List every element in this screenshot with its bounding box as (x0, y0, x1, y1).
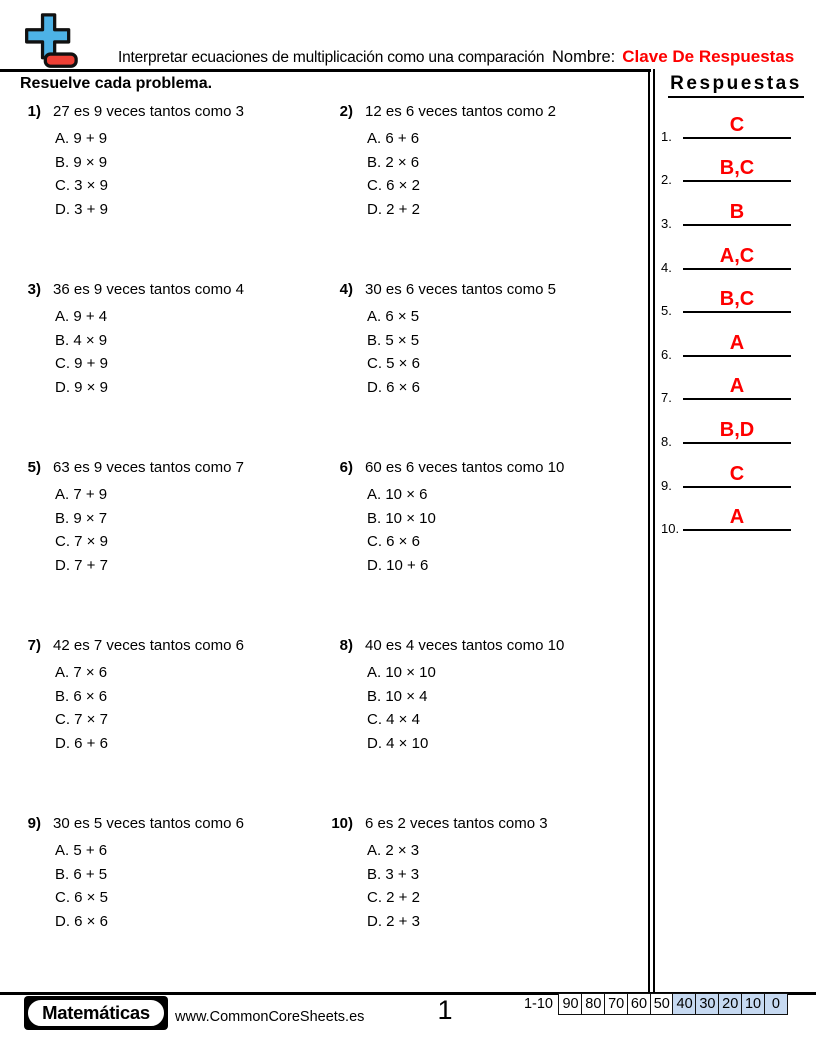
name-row (552, 47, 794, 67)
option-b: B. 3 + 3 (367, 865, 420, 883)
answer-value: B,C (719, 288, 755, 311)
answer-number: 1. (661, 128, 672, 144)
score-cell: 10 (741, 993, 766, 1015)
problem-5 (26, 456, 338, 634)
answer-item-3 (656, 182, 816, 231)
problem-number: 8) (339, 637, 353, 654)
option-b: B. 4 × 9 (55, 331, 108, 349)
option-d: D. 6 × 6 (367, 378, 420, 396)
option-a: A. 6 + 6 (367, 130, 420, 147)
score-cell: 70 (604, 993, 629, 1015)
option-a: A. 5 + 6 (55, 842, 108, 859)
score-range-label: 1-10 (523, 996, 553, 1012)
option-c: C. 9 + 9 (55, 355, 108, 372)
option-a: A. 7 + 9 (55, 486, 108, 503)
answer-item-1 (656, 95, 816, 144)
score-cell: 60 (627, 993, 652, 1015)
answer-list (656, 95, 816, 537)
score-cell: 50 (650, 993, 675, 1015)
answer-item-5 (656, 270, 816, 319)
problem-question: 40 es 4 veces tantos como 10 (365, 637, 565, 654)
option-c: C. 6 × 6 (367, 533, 420, 550)
option-c: C. 2 + 2 (367, 889, 420, 906)
option-d: D. 7 + 7 (55, 556, 108, 574)
answer-item-8 (656, 400, 816, 450)
option-c: C. 4 × 4 (367, 711, 420, 728)
problems-grid (26, 100, 648, 990)
option-b: B. 9 × 7 (55, 509, 108, 527)
problem-number: 1) (27, 103, 41, 120)
problem-number: 3) (27, 281, 41, 298)
answer-blank[interactable] (683, 157, 791, 182)
option-b: B. 6 × 6 (55, 687, 108, 705)
problem-9 (26, 812, 338, 990)
problem-number: 7) (27, 637, 41, 654)
option-b: B. 2 × 6 (367, 153, 420, 171)
problem-question: 42 es 7 veces tantos como 6 (53, 637, 244, 654)
answer-number: 2. (661, 172, 672, 188)
option-d: D. 4 × 10 (367, 734, 429, 752)
option-a: A. 9 + 9 (55, 130, 108, 147)
instructions: Resuelve cada problema. (20, 75, 213, 92)
problem-3 (26, 278, 338, 456)
answer-blank[interactable] (683, 288, 791, 313)
option-b: B. 5 × 5 (367, 331, 420, 349)
answer-item-4 (656, 226, 816, 275)
answer-item-2 (656, 139, 816, 188)
problem-question: 36 es 9 veces tantos como 4 (53, 281, 244, 298)
answer-item-9 (656, 444, 816, 493)
answer-value: B (729, 200, 745, 223)
answer-value: A (729, 331, 745, 354)
problem-2 (338, 100, 648, 278)
problem-number: 2) (339, 103, 353, 120)
score-cell: 0 (764, 993, 789, 1015)
brand-logo (24, 996, 168, 1030)
answer-value: B,C (719, 157, 755, 180)
option-b: B. 10 × 4 (367, 687, 428, 705)
page-title: Interpretar ecuaciones de multiplicación como una comparación (118, 49, 545, 66)
problem-question: 30 es 5 veces tantos como 6 (53, 815, 244, 832)
answer-blank[interactable] (683, 114, 791, 139)
problem-10 (331, 812, 648, 990)
answer-number: 5. (661, 303, 672, 319)
answer-number: 6. (661, 346, 672, 362)
option-a: A. 9 + 4 (55, 308, 108, 325)
answer-blank[interactable] (683, 419, 791, 444)
name-value: Clave De Respuestas (622, 47, 795, 66)
option-a: A. 2 × 3 (367, 842, 420, 859)
option-a: A. 10 × 10 (367, 664, 436, 681)
problem-6 (338, 456, 648, 634)
page-number: 1 (437, 995, 453, 1025)
answer-blank[interactable] (683, 332, 791, 357)
problem-number: 5) (27, 459, 41, 476)
answer-number: 7. (661, 390, 672, 406)
option-d: D. 2 + 3 (367, 912, 420, 930)
answer-blank[interactable] (683, 506, 791, 531)
problem-7 (26, 634, 338, 812)
problem-question: 27 es 9 veces tantos como 3 (53, 103, 244, 120)
option-c: C. 7 × 9 (55, 533, 108, 550)
answer-number: 4. (661, 259, 672, 275)
answer-item-7 (656, 357, 816, 406)
name-label: Nombre: (552, 48, 616, 66)
answer-value: C (729, 113, 745, 136)
score-cell: 90 (558, 993, 583, 1015)
answer-blank[interactable] (683, 375, 791, 400)
header-rule (0, 69, 651, 72)
problem-1 (26, 100, 338, 278)
problem-number: 4) (339, 281, 353, 298)
answer-number: 9. (661, 477, 672, 493)
option-a: A. 10 × 6 (367, 486, 428, 503)
problem-question: 60 es 6 veces tantos como 10 (365, 459, 565, 476)
answer-blank[interactable] (683, 463, 791, 488)
answer-value: A (729, 506, 745, 529)
option-c: C. 6 × 2 (367, 177, 420, 194)
answers-title: Respuestas (668, 73, 804, 98)
option-c: C. 7 × 7 (55, 711, 108, 728)
answer-value: B,D (719, 419, 755, 442)
problem-question: 30 es 6 veces tantos como 5 (365, 281, 556, 298)
answer-blank[interactable] (683, 201, 791, 226)
option-c: C. 5 × 6 (367, 355, 420, 372)
option-d: D. 2 + 2 (367, 200, 420, 218)
score-cell: 30 (695, 993, 720, 1015)
brand-plus-icon (22, 12, 78, 70)
option-d: D. 6 + 6 (55, 734, 108, 752)
problem-8 (338, 634, 648, 812)
problem-question: 63 es 9 veces tantos como 7 (53, 459, 244, 476)
option-b: B. 6 + 5 (55, 865, 108, 883)
problem-question: 6 es 2 veces tantos como 3 (365, 815, 548, 832)
answers-panel (656, 73, 816, 537)
option-c: C. 6 × 5 (55, 889, 108, 906)
problem-number: 10) (331, 815, 353, 832)
option-c: C. 3 × 9 (55, 177, 108, 194)
answer-item-6 (656, 313, 816, 362)
problem-4 (338, 278, 648, 456)
answer-item-10 (656, 488, 816, 537)
answer-value: C (729, 462, 745, 485)
answer-value: A,C (719, 244, 755, 267)
problem-question: 12 es 6 veces tantos como 2 (365, 103, 556, 120)
option-b: B. 9 × 9 (55, 153, 108, 171)
answer-value: A (729, 375, 745, 398)
problem-number: 9) (27, 815, 41, 832)
option-d: D. 3 + 9 (55, 200, 108, 218)
answers-divider (648, 69, 655, 995)
score-table (500, 993, 788, 1016)
option-a: A. 7 × 6 (55, 664, 108, 681)
score-cell: 20 (718, 993, 743, 1015)
option-a: A. 6 × 5 (367, 308, 420, 325)
option-d: D. 10 + 6 (367, 556, 429, 574)
score-cell: 40 (672, 993, 697, 1015)
option-d: D. 9 × 9 (55, 378, 108, 396)
answer-number: 3. (661, 215, 672, 231)
answer-blank[interactable] (683, 245, 791, 270)
score-cell: 80 (581, 993, 606, 1015)
option-d: D. 6 × 6 (55, 912, 108, 930)
brand-name: Matemáticas (26, 998, 166, 1028)
answer-number: 8. (661, 434, 672, 450)
answer-number: 10. (661, 521, 680, 537)
problem-number: 6) (339, 459, 353, 476)
website-url: www.CommonCoreSheets.es (175, 1009, 365, 1025)
option-b: B. 10 × 10 (367, 509, 436, 527)
